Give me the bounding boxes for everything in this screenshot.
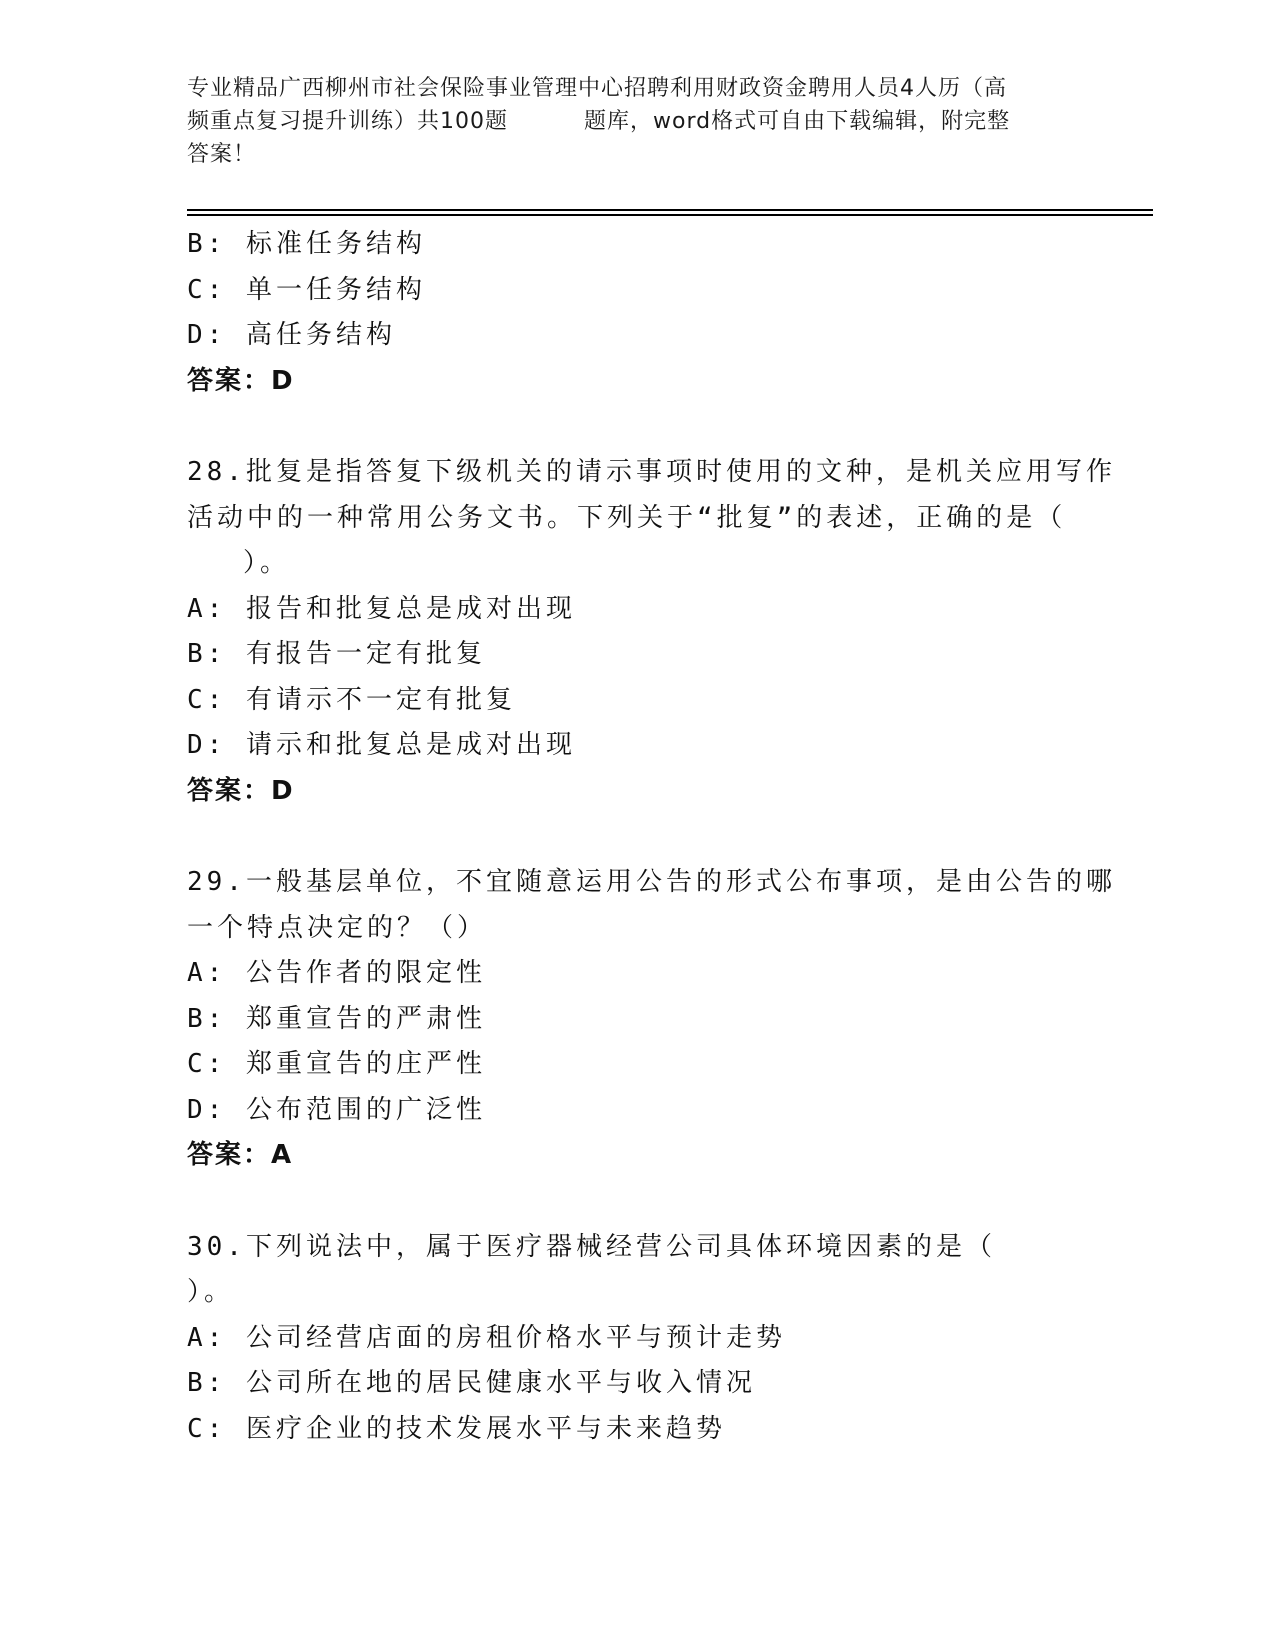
- option-c: C: 郑重宣告的庄严性: [187, 1049, 486, 1079]
- question-stem-line-2: 一个特点决定的？（）: [187, 912, 488, 943]
- header-line-2-part-1: 频重点复习提升训练）共100题: [187, 109, 508, 134]
- question-29-block: [187, 860, 1116, 1179]
- answer-line: 答案：D: [187, 775, 295, 806]
- document-header: [187, 72, 1087, 171]
- question-stem-line-1: 28.批复是指答复下级机关的请示事项时使用的文种，是机关应用写作: [187, 457, 1116, 487]
- option-c: C: 有请示不一定有批复: [187, 684, 516, 715]
- header-line-2-part-2: 题库，word格式可自由下载编辑，附完整: [584, 109, 1011, 134]
- question-stem-line-3-text: ）。: [243, 548, 291, 578]
- option-c: C: 医疗企业的技术发展水平与未来趋势: [187, 1413, 726, 1444]
- header-line-1: 专业精品广西柳州市社会保险事业管理中心招聘利用财政资金聘用人员4人历（高: [187, 76, 1007, 101]
- question-30-block: [187, 1225, 1087, 1453]
- answer-line: 答案：D: [187, 365, 295, 396]
- header-line-2: [187, 105, 1087, 138]
- option-b: B: 有报告一定有批复: [187, 639, 486, 669]
- option-d: D: 公布范围的广泛性: [187, 1094, 486, 1125]
- question-stem-line-3: [187, 541, 1087, 587]
- option-b: B: 标准任务结构: [187, 229, 426, 259]
- question-stem-line-2: 活动中的一种常用公务文书。下列关于“批复”的表述，正确的是（: [187, 502, 1067, 533]
- question-stem-line-1: 29.一般基层单位，不宜随意运用公告的形式公布事项，是由公告的哪: [187, 867, 1116, 897]
- option-b: B: 公司所在地的居民健康水平与收入情况: [187, 1368, 756, 1398]
- option-a: A: 公告作者的限定性: [187, 958, 486, 988]
- previous-question-block: [187, 222, 1087, 404]
- question-stem-line-2: ）。: [187, 1277, 235, 1307]
- option-d: D: 高任务结构: [187, 320, 396, 350]
- question-stem-line-1: 30.下列说法中，属于医疗器械经营公司具体环境因素的是（: [187, 1231, 996, 1262]
- header-divider-bottom: [187, 214, 1153, 216]
- option-a: A: 报告和批复总是成对出现: [187, 593, 576, 624]
- header-line-3: 答案！: [187, 142, 257, 167]
- header-divider-top: [187, 209, 1153, 211]
- option-a: A: 公司经营店面的房租价格水平与预计走势: [187, 1322, 786, 1353]
- question-28-block: [187, 450, 1116, 814]
- option-c: C: 单一任务结构: [187, 274, 426, 305]
- question-content: [187, 222, 1116, 1452]
- option-b: B: 郑重宣告的严肃性: [187, 1003, 486, 1034]
- answer-line: 答案：A: [187, 1140, 294, 1170]
- option-d: D: 请示和批复总是成对出现: [187, 730, 576, 760]
